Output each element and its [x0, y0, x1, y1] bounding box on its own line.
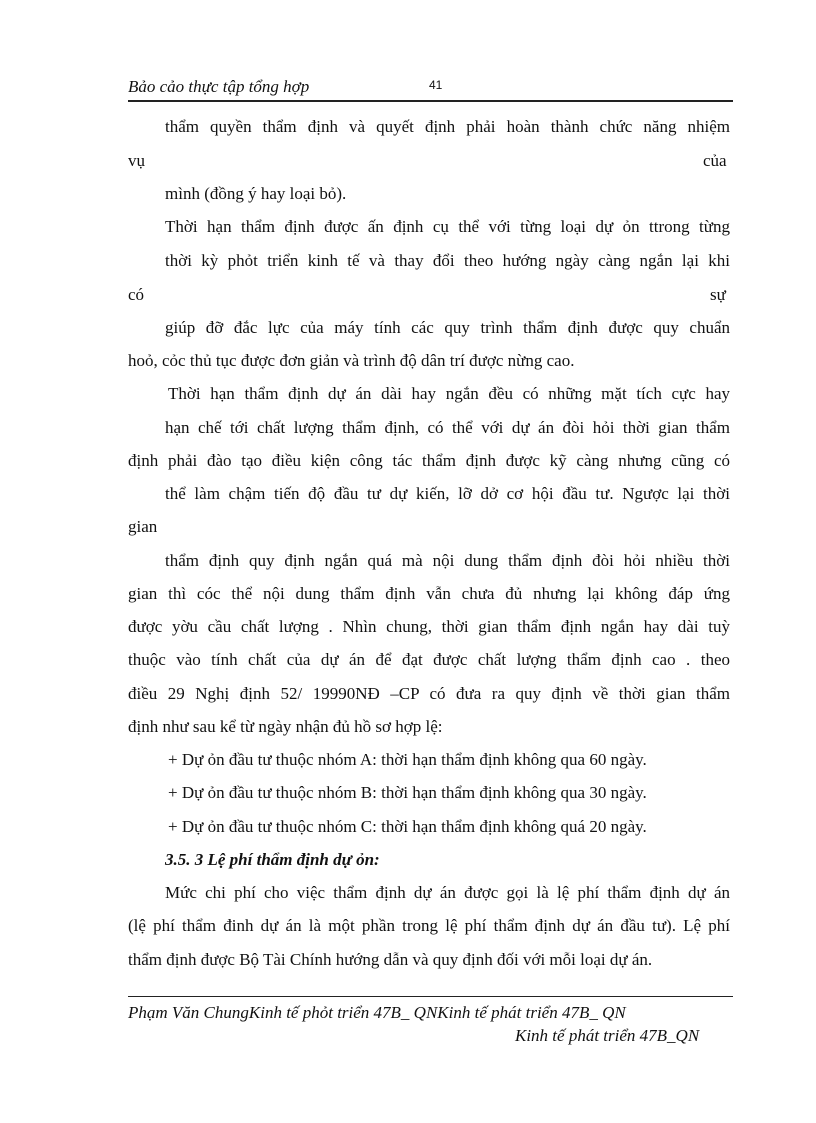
body-line: có — [128, 285, 145, 304]
list-item: + Dự ỏn đầu tư thuộc nhóm A: thời hạn thẩm định không qua 60 ngày. — [168, 750, 647, 769]
footer-class: Kinh tế phát triển 47B_QN — [515, 1026, 700, 1045]
body-line: Mức chi phí cho việc thẩm định dự án được gọi là lệ phí thẩm định dự án — [165, 883, 730, 902]
body-line: mình (đồng ý hay loại bỏ). — [165, 184, 347, 203]
body-line: định phải đào tạo điều kiện công tác thẩm định được kỹ càng nhưng cũng có — [128, 451, 730, 470]
header-title: Bảo cảo thực tập tổng hợp — [128, 77, 310, 96]
page-header — [128, 74, 733, 102]
body-line: thẩm định được Bộ Tài Chính hướng dẫn và quy định đối với mỗi loại dự án. — [128, 950, 653, 969]
body-line: thể làm chậm tiến độ đầu tư dự kiến, lỡ dở cơ hội đầu tư. Ngược lại thời — [165, 484, 730, 503]
body-line: gian — [128, 517, 158, 536]
body-line: Thời hạn thẩm định được ấn định cụ thể với từng loại dự ỏn ttrong từng — [165, 217, 730, 236]
list-item: + Dự ỏn đầu tư thuộc nhóm B: thời hạn thẩm định không qua 30 ngày. — [168, 783, 647, 802]
body-line: giúp đỡ đắc lực của máy tính các quy trình thẩm định được quy chuẩn — [165, 318, 730, 337]
body-line: sự — [710, 285, 726, 304]
footer-rule — [128, 996, 733, 997]
body-line: thẩm định quy định ngắn quá mà nội dung thẩm định đòi hỏi nhiều thời — [165, 551, 730, 570]
body-line: (lệ phí thẩm đinh dự án là một phần trong lệ phí thẩm định dự án đầu tư). Lệ phí — [128, 916, 730, 935]
page-number: 41 — [429, 78, 443, 92]
body-line: thẩm quyền thẩm định và quyết định phải hoàn thành chức năng nhiệm — [165, 117, 730, 136]
body-line: điều 29 Nghị định 52/ 19990NĐ –CP có đưa ra quy định về thời gian thẩm — [128, 684, 730, 703]
body-line: hạn chế tới chất lượng thẩm định, có thể với dự án đòi hỏi thời gian thẩm — [165, 418, 730, 437]
footer-author: Phạm Văn ChungKinh tế phỏt triển 47B_ QNKinh tế phát triển 47B_ QN — [128, 1003, 626, 1022]
body-line: được yờu cầu chất lượng . Nhìn chung, thời gian thẩm định ngắn hay dài tuỳ — [128, 617, 730, 636]
list-item: + Dự ỏn đầu tư thuộc nhóm C: thời hạn thẩm định không quá 20 ngày. — [168, 817, 647, 836]
body-line: vụ — [128, 151, 145, 170]
body-line: của — [703, 151, 727, 170]
body-line: Thời hạn thẩm định dự án dài hay ngắn đều có những mặt tích cực hay — [168, 384, 730, 403]
body-line: thời kỳ phỏt triển kinh tế và thay đổi theo hướng ngày càng ngắn lại khi — [165, 251, 730, 270]
body-line: thuộc vào tính chất của dự án để đạt được chất lượng thẩm định cao . theo — [128, 650, 730, 669]
section-heading: 3.5. 3 Lệ phí thẩm định dự ỏn: — [165, 850, 380, 869]
body-line: định như sau kể từ ngày nhận đủ hồ sơ hợp lệ: — [128, 717, 443, 736]
body-line: gian thì cóc thể nội dung thẩm định vẫn chưa đủ nhưng lại không đáp ứng — [128, 584, 730, 603]
body-line: hoỏ, cỏc thủ tục được đơn giản và trình độ dân trí được nừng cao. — [128, 351, 575, 370]
